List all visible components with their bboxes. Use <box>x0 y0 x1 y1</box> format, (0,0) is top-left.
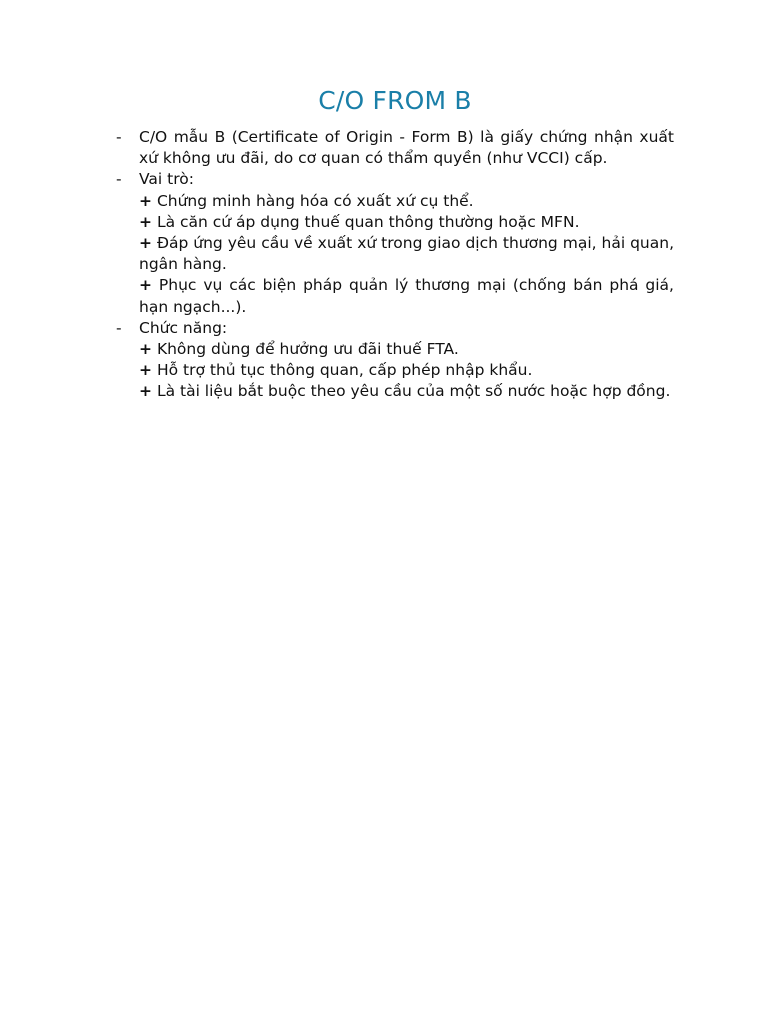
plus-marker: + <box>139 212 152 231</box>
function-heading: Chức năng: <box>139 318 228 337</box>
bullet-item-function <box>116 318 674 403</box>
plus-marker: + <box>139 276 152 295</box>
bullet-item-definition <box>116 127 674 169</box>
definition-text: C/O mẫu B (Certificate of Origin - Form B) là giấy chứng nhận xuất xứ không ưu đãi, do cơ quan có thẩm quyền (như VCCI) cấp. <box>139 128 674 168</box>
role-point: + Là căn cứ áp dụng thuế quan thông thường hoặc MFN. <box>139 212 580 231</box>
plus-marker: + <box>139 234 152 253</box>
plus-marker: + <box>139 382 152 401</box>
bullet-dash: - <box>116 128 122 146</box>
role-point: + Phục vụ các biện pháp quản lý thương mại (chống bán phá giá, hạn ngạch...). <box>139 276 674 316</box>
document-title: C/O FROM B <box>318 86 472 115</box>
plus-marker: + <box>139 340 152 359</box>
role-point: + Chứng minh hàng hóa có xuất xứ cụ thể. <box>139 191 474 210</box>
document-body <box>116 127 674 403</box>
bullet-dash: - <box>116 170 122 189</box>
bullet-item-role <box>116 169 674 317</box>
function-point: + Hỗ trợ thủ tục thông quan, cấp phép nhập khẩu. <box>139 361 533 380</box>
role-heading: Vai trò: <box>139 170 194 189</box>
role-point: + Đáp ứng yêu cầu về xuất xứ trong giao dịch thương mại, hải quan, ngân hàng. <box>139 234 675 274</box>
function-point: + Không dùng để hưởng ưu đãi thuế FTA. <box>139 340 459 359</box>
plus-marker: + <box>139 361 152 380</box>
plus-marker: + <box>139 191 152 210</box>
function-point: + Là tài liệu bắt buộc theo yêu cầu của một số nước hoặc hợp đồng. <box>139 382 671 401</box>
bullet-dash: - <box>116 318 122 337</box>
